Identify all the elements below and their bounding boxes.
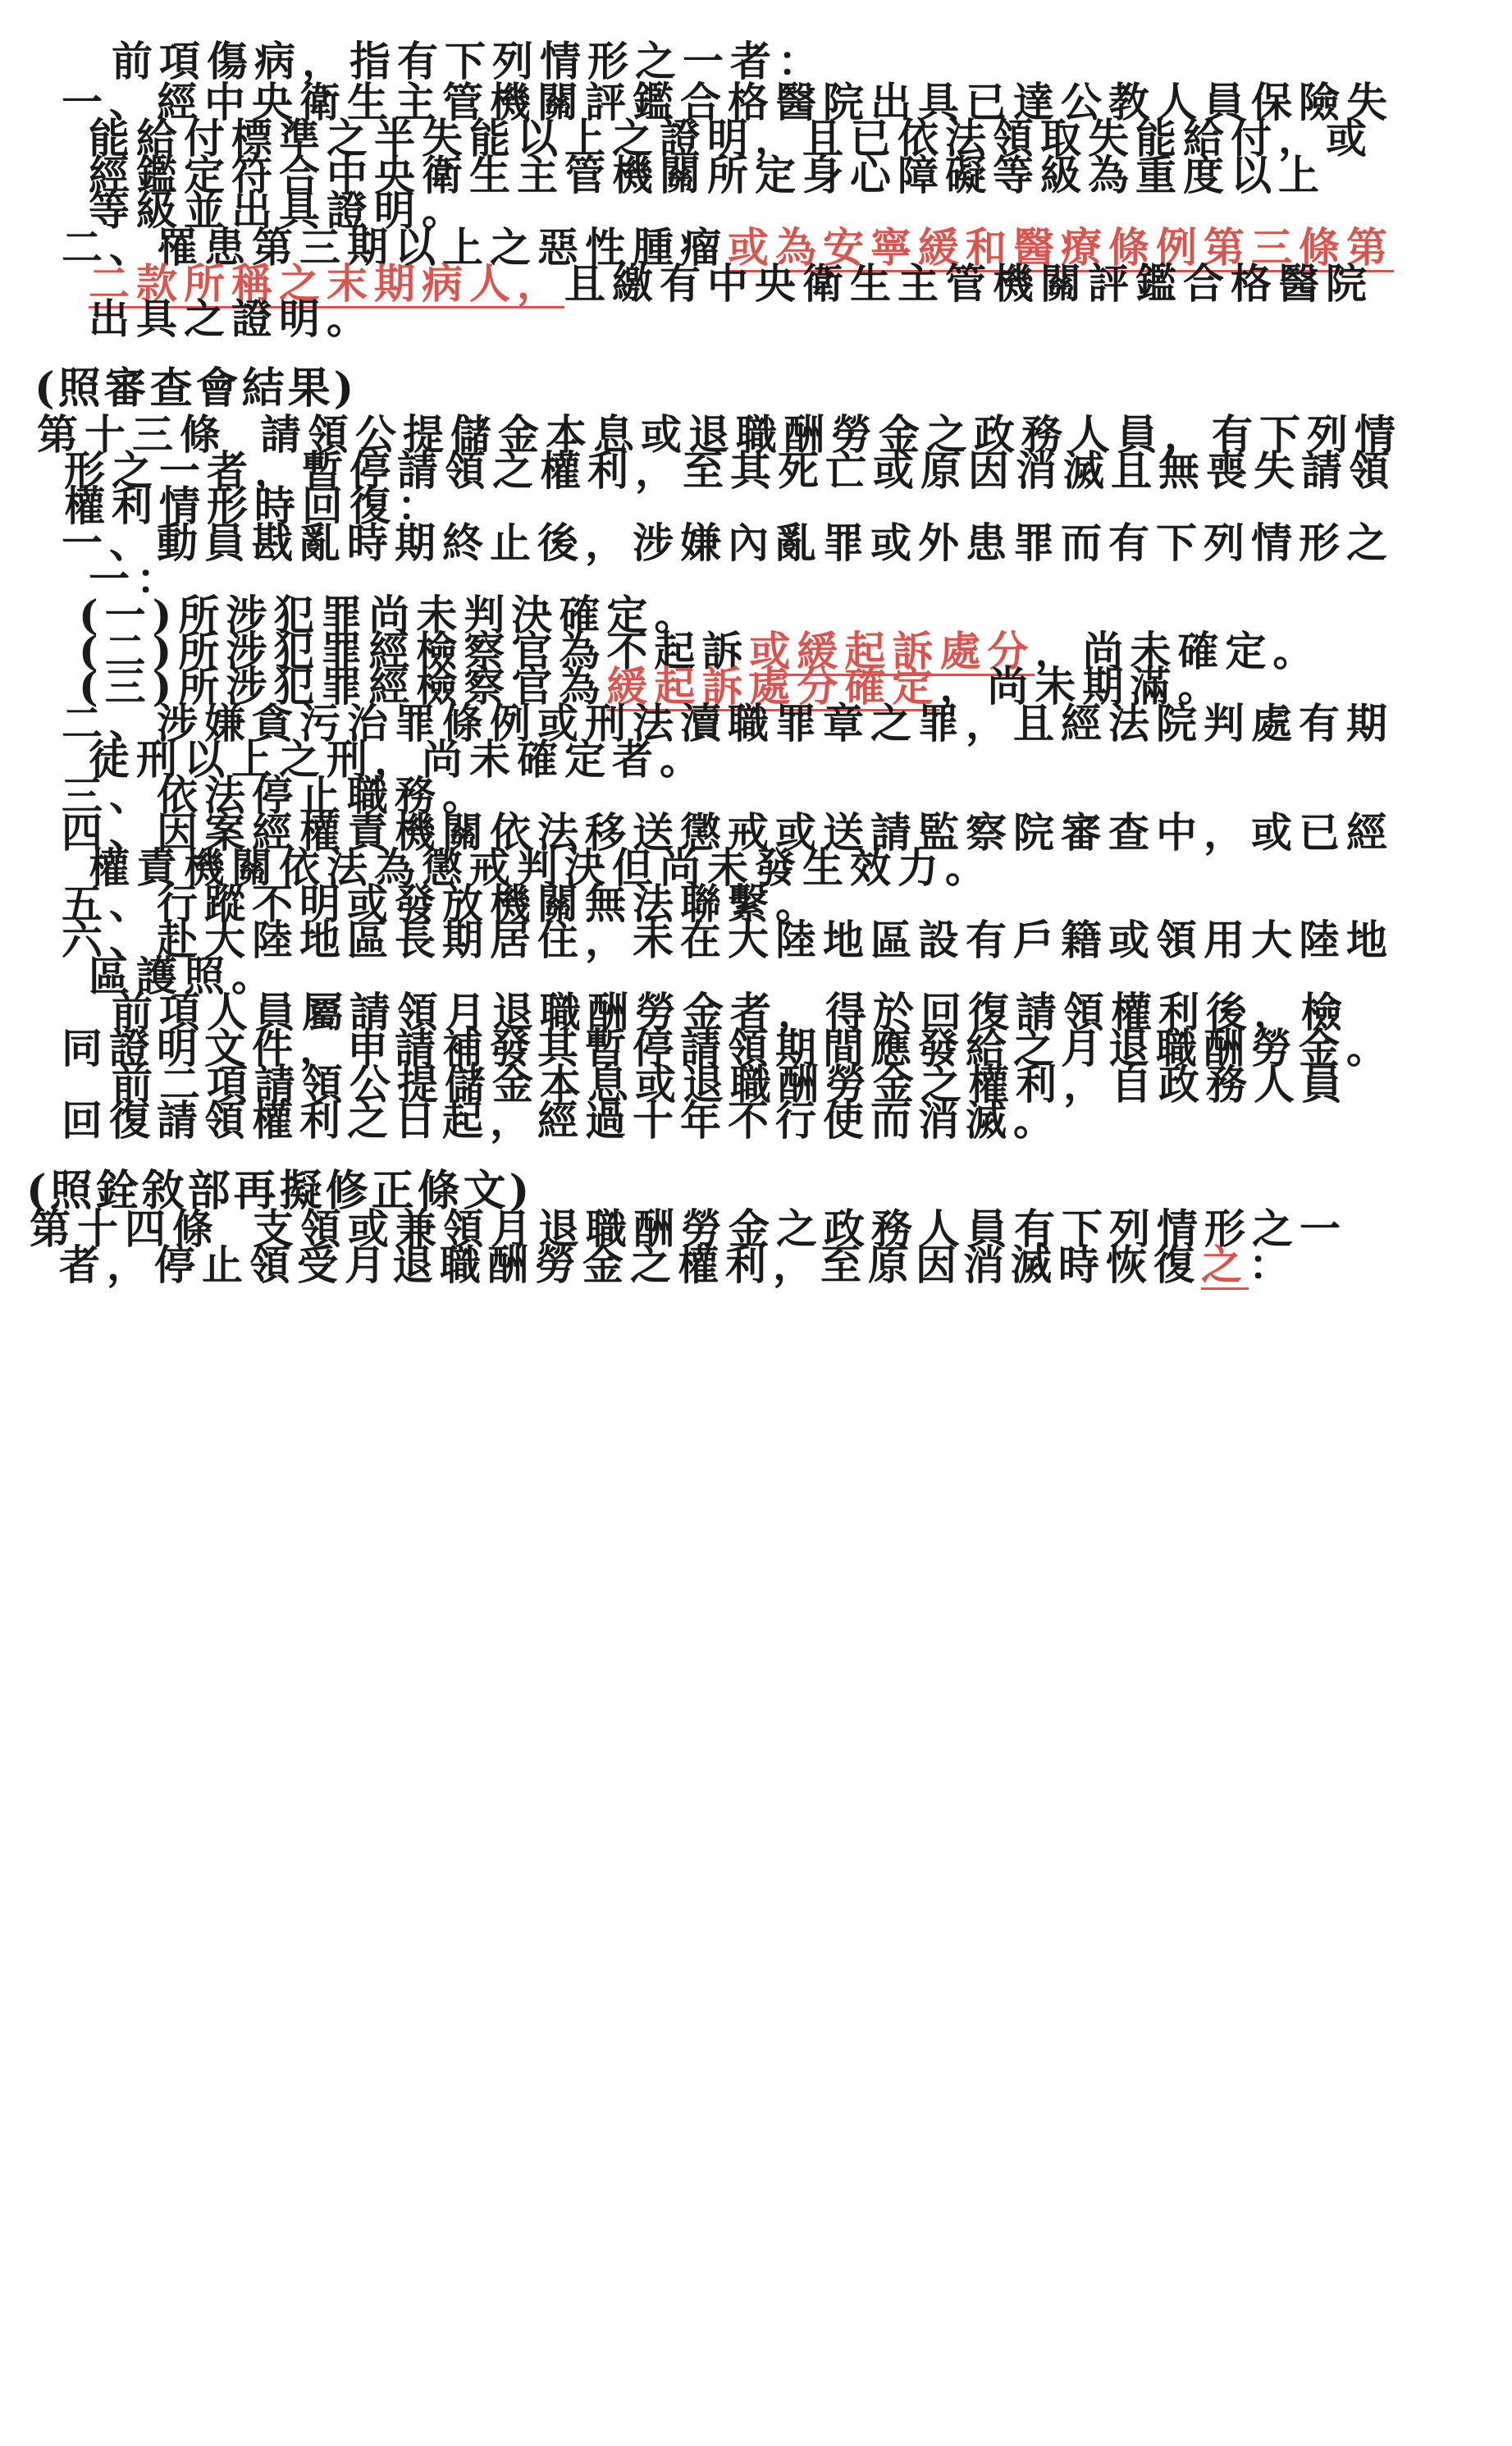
paragraph-line: (一)所涉犯罪尚未判決確定。	[79, 591, 702, 639]
paragraph-line: 五、行蹤不明或發放機關無法聯繫。	[62, 880, 823, 928]
revision-insertion: 之	[1201, 1241, 1249, 1289]
paragraph-line: 三、依法停止職務。	[62, 771, 490, 820]
paragraph-line: 權利情形時回復：	[64, 482, 445, 530]
paragraph-line: 四、因案經權責機關依法移送懲戒或送請監察院審查中，或已經	[62, 808, 1394, 857]
paragraph-line: 前項人員屬請領月退職酬勞金者，得於回復請領權利後，檢	[112, 988, 1349, 1036]
revision-insertion: 或為安寧緩和醫療條例第三條第	[728, 223, 1394, 272]
text-segment: 且繳有中央衛生主管機關評鑑合格醫院	[564, 259, 1373, 308]
text-segment: ，尚未確定。	[1035, 627, 1321, 675]
text-segment: 支領或兼領月退職酬勞金之政務人員有下列情形之一	[253, 1205, 1347, 1253]
revision-insertion: 或緩起訴處分	[749, 627, 1035, 675]
paragraph-line: 同證明文件，申請補發其暫停請領期間應發給之月退職酬勞金。	[62, 1024, 1394, 1072]
paragraph-line: 前項傷病，指有下列情形之一者：	[112, 37, 825, 85]
revision-insertion: 二款所稱之末期病人，	[89, 259, 564, 308]
paragraph-line: 徒刑以上之刑，尚未確定者。	[89, 735, 707, 784]
text-segment: ，尚未期滿。	[939, 662, 1226, 711]
paragraph-line: 區護照。	[89, 952, 279, 1000]
paragraph-line: 前二項請領公提儲金本息或退職酬勞金之權利，自政務人員	[112, 1060, 1349, 1109]
paragraph-line: 一、經中央衛生主管機關評鑑合格醫院出具已達公教人員保險失	[62, 78, 1394, 126]
section-note: (照銓敘部再擬修正條文)	[26, 1166, 533, 1216]
paragraph-line	[59, 1237, 1296, 1293]
revision-insertion: 緩起訴處分確定	[606, 662, 940, 711]
paragraph-line: 形之一者，暫停請領之權利，至其死亡或原因消滅且無喪失請領	[64, 446, 1396, 495]
text-segment: 請領公提儲金本息或退職酬勞金之政務人員，有下列情	[260, 410, 1402, 459]
article-number: 第十四條	[30, 1205, 220, 1253]
paragraph-line: 等級並出具證明。	[89, 186, 469, 235]
text-segment: (二)所涉犯罪經檢察官為不起訴	[79, 627, 750, 675]
paragraph-line: 一：	[89, 555, 184, 603]
paragraph-line: 二、涉嫌貪污治罪條例或刑法瀆職罪章之罪，且經法院判處有期	[62, 699, 1394, 748]
paragraph-line: 能給付標準之半失能以上之證明，且已依法領取失能給付，或	[89, 114, 1373, 162]
text-segment: 者，停止領受月退職酬勞金之權利，至原因消滅時恢復	[59, 1241, 1201, 1289]
paragraph-line: 出具之證明。	[89, 295, 374, 343]
paragraph-line: 六、赴大陸地區長期居住，未在大陸地區設有戶籍或領用大陸地	[62, 916, 1394, 964]
article-number: 第十三條	[37, 410, 227, 459]
text-segment: (三)所涉犯罪經檢察官為	[79, 662, 607, 711]
section-note: (照審查會結果)	[34, 363, 358, 414]
text-segment: 二、罹患第三期以上之惡性腫瘤	[62, 223, 728, 272]
paragraph-line: 回復請領權利之日起，經過十年不行使而消滅。	[62, 1096, 1061, 1145]
paragraph-line: 一、動員戡亂時期終止後，涉嫌內亂罪或外患罪而有下列情形之	[62, 519, 1394, 567]
text-segment: ：	[1249, 1241, 1296, 1289]
paragraph-line: 經鑑定符合中央衛生主管機關所定身心障礙等級為重度以上	[89, 151, 1326, 199]
paragraph-line: 權責機關依法為懲戒判決但尚未發生效力。	[89, 844, 993, 892]
